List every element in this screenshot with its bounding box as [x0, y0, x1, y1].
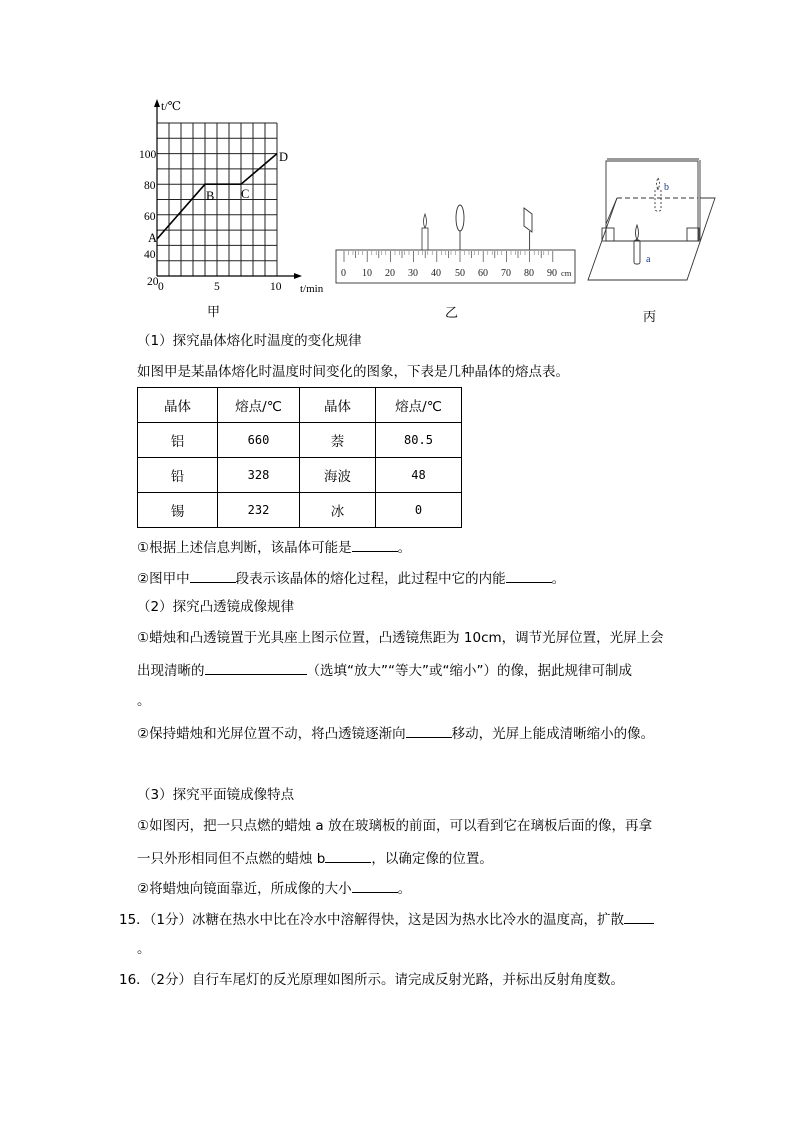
answer-blank[interactable] [406, 723, 452, 738]
x-tick-10: 10 [270, 281, 282, 293]
candle-icon [422, 214, 428, 250]
section2-q1-line1: ①蜡烛和凸透镜置于光具座上图示位置，凸透镜焦距为 10cm，调节光屏位置，光屏上会 [137, 630, 664, 646]
point-b-label: B [206, 189, 215, 203]
table-cell: 铝 [138, 423, 218, 458]
table-cell: 铅 [138, 458, 218, 493]
figure-bing-caption: 丙 [643, 310, 657, 325]
answer-blank[interactable] [205, 660, 307, 675]
glass-plate [606, 161, 698, 241]
answer-blank[interactable] [624, 909, 654, 924]
question-text: 出现清晰的 [137, 663, 205, 679]
answer-blank[interactable] [352, 537, 398, 552]
table-cell: 0 [376, 493, 462, 528]
light-screen-icon [524, 208, 532, 250]
question-text: ②图甲中 [137, 571, 190, 587]
ruler-label-80: 80 [524, 268, 534, 279]
table-header-row [138, 388, 462, 423]
ruler-label-60: 60 [478, 268, 488, 279]
graph-grid [157, 123, 277, 276]
answer-blank[interactable] [352, 878, 398, 893]
answer-blank[interactable] [506, 568, 552, 583]
section3-heading: （3）探究平面镜成像特点 [137, 787, 295, 803]
y-tick-40: 40 [144, 249, 156, 261]
figure-yi-optical-bench [330, 195, 585, 290]
ruler-label-20: 20 [385, 268, 395, 279]
table-cell: 232 [218, 493, 300, 528]
section1-q2 [137, 568, 565, 588]
x-tick-5: 5 [214, 281, 220, 293]
section3-q1-line2 [137, 848, 493, 868]
question-text: 。 [397, 540, 412, 556]
question-text: 。 [397, 881, 412, 897]
question-text: （选填“放大”“等大”或“缩小”）的像，据此规律可制成 [306, 663, 632, 679]
ruler-label-10: 10 [362, 268, 372, 279]
question-text: 15．（1分）冰糖在热水中比在冷水中溶解得快，这是因为热水比冷水的温度高，扩散 [119, 912, 625, 928]
question-text: 一只外形相同但不点燃的蜡烛 b [137, 851, 326, 867]
section3-q1-line1: ①如图丙，把一只点燃的蜡烛 a 放在玻璃板的前面，可以看到它在璃板后面的像，再拿 [137, 818, 652, 834]
table-cell: 锡 [138, 493, 218, 528]
ruler-label-70: 70 [501, 268, 511, 279]
point-c-label: C [241, 187, 250, 201]
x-axis-label: t/min [300, 283, 324, 295]
question-text: 移动，光屏上能成清晰缩小的像。 [451, 726, 655, 742]
section2-q1-line3: 。 [137, 693, 151, 709]
table-row [138, 423, 462, 458]
answer-blank[interactable] [190, 568, 236, 583]
x-axis-arrow-icon [294, 273, 302, 279]
section2-q2 [137, 723, 654, 743]
table-cell: 660 [218, 423, 300, 458]
question-16: 16．（2分）自行车尾灯的反光原理如图所示。请完成反射光路，并标出反射角度数。 [119, 972, 625, 988]
y-tick-100: 100 [139, 149, 157, 161]
table-cell: 328 [218, 458, 300, 493]
melting-point-table [137, 387, 462, 528]
figure-bing-plane-mirror [580, 150, 720, 290]
candle-a-label: a [646, 254, 651, 265]
question-text: ①根据上述信息判断，该晶体可能是 [137, 540, 352, 556]
point-a-label: A [148, 231, 158, 245]
table-header-cell: 晶体 [300, 388, 376, 423]
ruler-label-40: 40 [431, 268, 441, 279]
question-text: 。 [551, 571, 566, 587]
figure-jia-graph [130, 90, 330, 325]
section1-q1 [137, 537, 411, 557]
ruler-label-0: 0 [341, 268, 346, 279]
table-cell: 冰 [300, 493, 376, 528]
question-text: 段表示该晶体的熔化过程，此过程中它的内能 [235, 571, 506, 587]
table-surface [588, 198, 715, 280]
question-text: ，以确定像的位置。 [371, 851, 493, 867]
y-axis-label: t/℃ [161, 99, 182, 113]
section1-heading: （1）探究晶体熔化时温度的变化规律 [137, 333, 362, 349]
ruler-unit: cm [561, 268, 572, 278]
table-cell: 48 [376, 458, 462, 493]
question-15-tail: 。 [137, 941, 151, 957]
section2-heading: （2）探究凸透镜成像规律 [137, 599, 295, 615]
question-15 [119, 909, 654, 929]
y-tick-60: 60 [144, 211, 156, 223]
convex-lens-icon [456, 205, 464, 250]
candle-b-label: b [664, 182, 669, 193]
figure-jia-caption: 甲 [207, 305, 221, 320]
answer-blank[interactable] [325, 848, 371, 863]
table-cell: 80.5 [376, 423, 462, 458]
section3-q2 [137, 878, 411, 898]
point-d-label: D [279, 150, 289, 164]
table-cell: 萘 [300, 423, 376, 458]
section1-intro: 如图甲是某晶体熔化时温度时间变化的图象，下表是几种晶体的熔点表。 [137, 364, 569, 380]
candle-b-icon [655, 189, 661, 211]
ruler-label-30: 30 [408, 268, 418, 279]
table-row [138, 493, 462, 528]
ruler-label-90: 90 [547, 268, 557, 279]
section2-q1-line2 [137, 660, 632, 680]
table-header-cell: 晶体 [138, 388, 218, 423]
y-tick-80: 80 [144, 180, 156, 192]
question-text: ②将蜡烛向镜面靠近，所成像的大小 [137, 881, 352, 897]
x-tick-0: 0 [158, 281, 164, 293]
question-text: ②保持蜡烛和光屏位置不动，将凸透镜逐渐向 [137, 726, 406, 742]
candle-a-icon [634, 240, 640, 264]
table-cell: 海波 [300, 458, 376, 493]
y-axis-arrow-icon [154, 99, 160, 107]
ruler-label-50: 50 [455, 268, 465, 279]
table-header-cell: 熔点/℃ [376, 388, 462, 423]
figure-yi-caption: 乙 [445, 306, 459, 321]
table-header-cell: 熔点/℃ [218, 388, 300, 423]
table-row [138, 458, 462, 493]
y-tick-20: 20 [147, 276, 159, 288]
